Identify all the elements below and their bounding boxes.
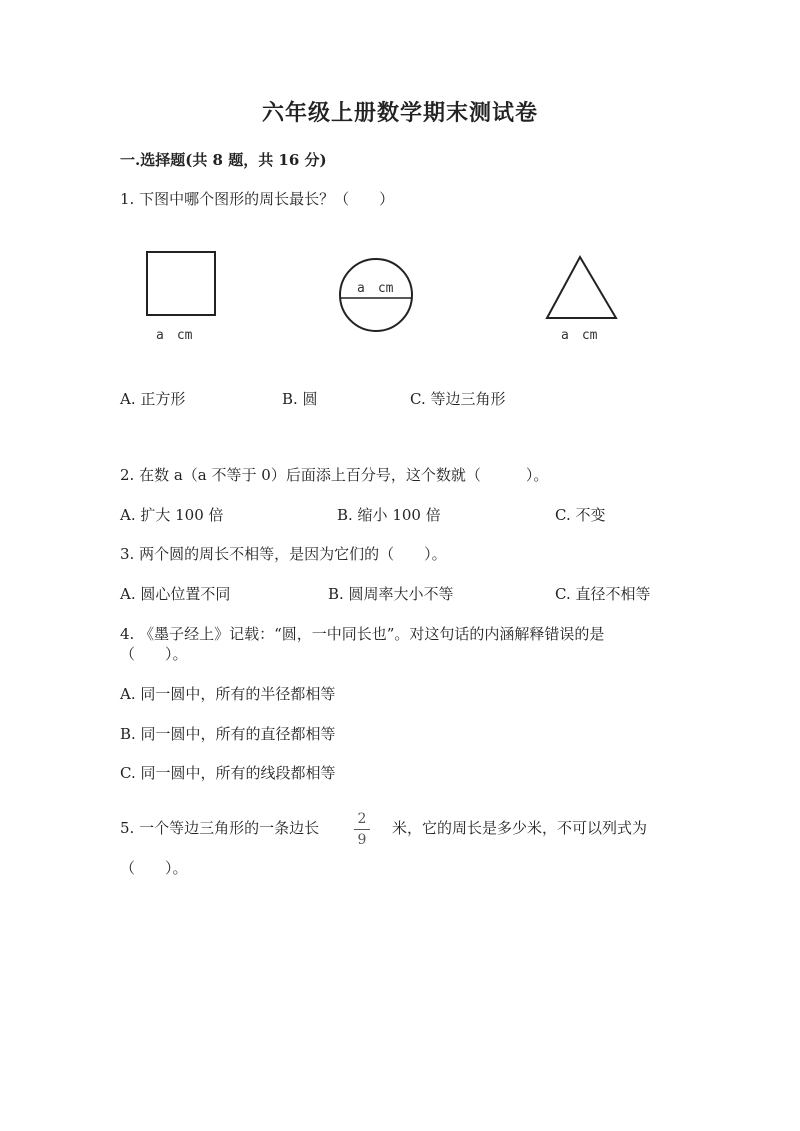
q4-option-b: B. 同一圆中，所有的直径都相等 bbox=[120, 725, 336, 743]
fraction-denominator: 9 bbox=[357, 832, 367, 848]
page-title: 六年级上册数学期末测试卷 bbox=[261, 100, 538, 126]
fraction-bar bbox=[354, 829, 370, 830]
triangle-figure bbox=[540, 252, 622, 324]
circle-diameter-label: a cm bbox=[357, 281, 394, 296]
question-3-text: 3. 两个圆的周长不相等，是因为它们的（ ）。 bbox=[120, 545, 447, 563]
q3-option-c: C. 直径不相等 bbox=[555, 585, 651, 603]
q2-option-c: C. 不变 bbox=[555, 506, 606, 524]
q2-option-a: A. 扩大 100 倍 bbox=[120, 506, 224, 524]
q1-option-b: B. 圆 bbox=[282, 390, 318, 408]
fraction-numerator: 2 bbox=[357, 811, 367, 827]
triangle-shape bbox=[547, 257, 616, 318]
q2-option-b: B. 缩小 100 倍 bbox=[337, 506, 441, 524]
q3-option-a: A. 圆心位置不同 bbox=[120, 585, 231, 603]
q4-option-a: A. 同一圆中，所有的半径都相等 bbox=[120, 685, 336, 703]
section-heading: 一.选择题(共 8 题，共 16 分) bbox=[120, 151, 327, 169]
question-4-text-line1: 4. 《墨子经上》记载：“圆，一中同长也”。对这句话的内涵解释错误的是 bbox=[120, 625, 605, 643]
question-4-text-line2: （ ）。 bbox=[120, 645, 188, 663]
square-shape bbox=[147, 252, 215, 315]
q3-option-b: B. 圆周率大小不等 bbox=[328, 585, 454, 603]
question-2-text: 2. 在数 a（a 不等于 0）后面添上百分号，这个数就（ ）。 bbox=[120, 466, 549, 484]
q1-option-c: C. 等边三角形 bbox=[410, 390, 506, 408]
q4-option-c: C. 同一圆中，所有的线段都相等 bbox=[120, 764, 336, 782]
question-5-text-after: 米，它的周长是多少米，不可以列式为 bbox=[392, 819, 648, 837]
q1-option-a: A. 正方形 bbox=[120, 390, 186, 408]
question-1-text: 1. 下图中哪个图形的周长最长？（ ） bbox=[120, 190, 395, 208]
triangle-side-label: a cm bbox=[561, 328, 598, 343]
fraction-two-ninths bbox=[352, 810, 372, 849]
square-side-label: a cm bbox=[156, 328, 193, 343]
question-5-text-before: 5. 一个等边三角形的一条边长 bbox=[120, 819, 320, 837]
question-5-text-line2: （ ）。 bbox=[120, 859, 188, 877]
